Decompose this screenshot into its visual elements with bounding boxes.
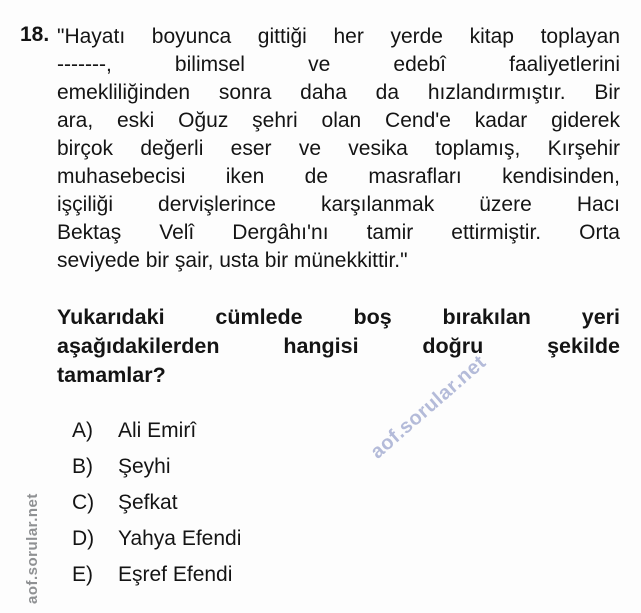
option-letter: E) xyxy=(72,563,93,586)
option-b[interactable] xyxy=(72,455,241,491)
passage-line: seviyede bir şair, usta bir münekkittir." xyxy=(57,249,408,272)
passage-line: işçiliği dervişlerince karşılanmak üzere Hacı xyxy=(57,193,620,216)
option-label: Ali Emirî xyxy=(118,419,197,442)
question-passage xyxy=(57,23,620,275)
question-number: 18. xyxy=(20,23,50,46)
passage-line: Bektaş Velî Dergâhı'nı tamir ettirmiştir. Orta xyxy=(57,221,620,244)
passage-line: emekliliğinden sonra daha da hızlandırmıştır. Bir xyxy=(57,81,620,104)
options-list xyxy=(72,419,241,599)
option-label: Yahya Efendi xyxy=(118,527,242,550)
option-letter: C) xyxy=(72,491,95,514)
passage-line: -------, bilimsel ve edebî faaliyetlerini xyxy=(57,53,620,76)
option-a[interactable] xyxy=(72,419,241,455)
watermark-diagonal: aof.sorular.net xyxy=(366,351,491,464)
option-c[interactable] xyxy=(72,491,241,527)
option-letter: D) xyxy=(72,527,95,550)
option-letter: B) xyxy=(72,455,93,478)
passage-line: muhasebecisi iken de masrafları kendisinden, xyxy=(57,165,620,188)
watermark-vertical: aof.sorular.net xyxy=(24,493,41,604)
passage-line: birçok değerli eser ve vesika toplamış, Kırşehir xyxy=(57,137,620,160)
stem-line: Yukarıdaki cümlede boş bırakılan yeri xyxy=(57,305,620,329)
stem-line: aşağıdakilerden hangisi doğru şekilde xyxy=(57,334,620,358)
passage-line: ara, eski Oğuz şehri olan Cend'e kadar giderek xyxy=(57,109,620,132)
option-letter: A) xyxy=(72,419,93,442)
option-label: Şefkat xyxy=(118,491,178,514)
option-label: Eşref Efendi xyxy=(118,563,233,586)
option-e[interactable] xyxy=(72,563,241,599)
option-d[interactable] xyxy=(72,527,241,563)
question-stem xyxy=(57,303,620,390)
passage-line: "Hayatı boyunca gittiği her yerde kitap toplayan xyxy=(57,25,620,48)
option-label: Şeyhi xyxy=(118,455,171,478)
stem-line: tamamlar? xyxy=(57,363,166,387)
